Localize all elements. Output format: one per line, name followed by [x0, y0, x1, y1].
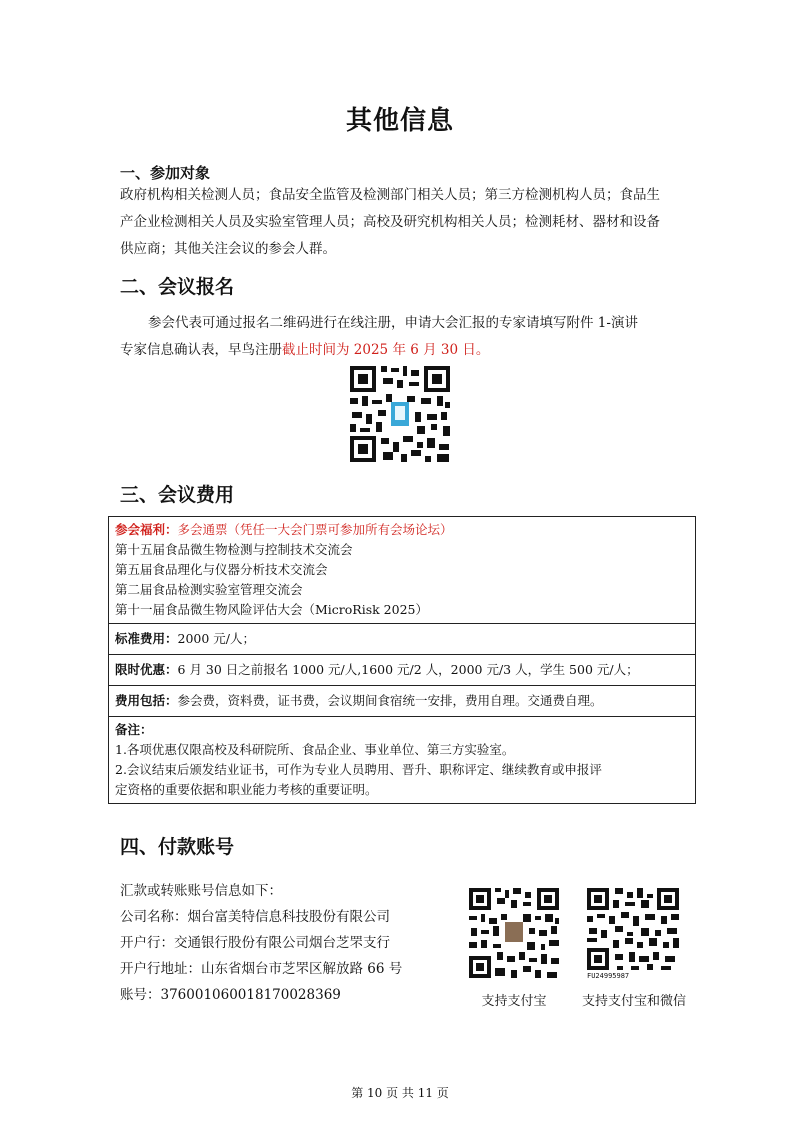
note-item: 2.会议结束后颁发结业证书，可作为专业人员聘用、晋升、职称评定、继续教育或申报评 [115, 762, 602, 777]
includes-value: 参会费，资料费，证书费，会议期间食宿统一安排，费用自理。交通费自理。 [177, 693, 603, 708]
notes-label: 备注： [115, 722, 153, 737]
notes-cell [109, 717, 696, 804]
discount-label: 限时优惠： [115, 662, 178, 677]
registration-text [120, 310, 700, 364]
payment-line: 开户行地址：山东省烟台市芝罘区解放路 66 号 [120, 961, 403, 977]
account-number: 账号：376001060018170028369 [120, 987, 341, 1003]
note-item: 1.各项优惠仅限高校及科研院所、食品企业、事业单位、第三方实验室。 [115, 742, 515, 757]
table-row [109, 624, 696, 655]
participants-line: 供应商；其他关注会议的参会人群。 [120, 241, 336, 257]
alipay-qr-caption: 支持支付宝 [481, 994, 547, 1009]
benefit-label: 参会福利： [115, 522, 178, 537]
standard-fee-value: 2000 元/人； [177, 631, 256, 646]
payment-line: 汇款或转账账号信息如下： [120, 883, 282, 899]
alipay-wechat-qr-code[interactable] [585, 886, 681, 980]
registration-line-2 [120, 337, 700, 364]
section-heading-fees: 三、会议费用 [120, 484, 235, 506]
registration-line: 参会代表可通过报名二维码进行在线注册，申请大会汇报的专家请填写附件 1-演讲 [148, 315, 638, 331]
payment-info [120, 878, 460, 1008]
payment-line: 公司名称：烟台富美特信息科技股份有限公司 [120, 909, 390, 925]
registration-qr-code[interactable] [345, 362, 455, 466]
forum-item: 第十五届食品微生物检测与控制技术交流会 [115, 542, 353, 557]
discount-value: 6 月 30 日之前报名 1000 元/人,1600 元/2 人，2000 元/3 人，学生 500 元/人； [177, 662, 639, 677]
page-number-footer: 第 10 页 共 11 页 [351, 1086, 449, 1100]
table-row [109, 517, 696, 624]
payment-line: 开户行：交通银行股份有限公司烟台芝罘支行 [120, 935, 390, 951]
page-title: 其他信息 [345, 106, 454, 136]
includes-cell [109, 686, 696, 717]
section-heading-payment: 四、付款账号 [120, 836, 235, 858]
early-bird-deadline: 截止时间为 2025 年 6 月 30 日。 [282, 342, 490, 358]
section-heading-registration: 二、会议报名 [120, 276, 235, 298]
table-row [109, 655, 696, 686]
registration-line-prefix: 专家信息确认表，早鸟注册 [120, 342, 282, 358]
forum-item: 第十一届食品微生物风险评估大会（MicroRisk 2025） [115, 602, 428, 617]
forum-item: 第五届食品理化与仪器分析技术交流会 [115, 562, 328, 577]
includes-label: 费用包括： [115, 693, 178, 708]
qr-code-id: FU24995987 [587, 972, 630, 980]
alipay-qr-code[interactable] [467, 886, 561, 980]
benefit-cell [109, 517, 696, 624]
participants-line: 政府机构相关检测人员；食品安全监管及检测部门相关人员；第三方检测机构人员；食品生 [120, 187, 660, 203]
table-row [109, 717, 696, 804]
table-row [109, 686, 696, 717]
discount-cell [109, 655, 696, 686]
section-heading-participants: 一、参加对象 [120, 164, 211, 182]
benefit-line [115, 520, 689, 540]
standard-fee-label: 标准费用： [115, 631, 178, 646]
standard-fee-cell [109, 624, 696, 655]
participants-line: 产企业检测相关人员及实验室管理人员；高校及研究机构相关人员；检测耗材、器材和设备 [120, 214, 660, 230]
note-item: 定资格的重要依据和职业能力考核的重要证明。 [115, 782, 378, 797]
alipay-wechat-qr-caption: 支持支付宝和微信 [581, 994, 686, 1009]
participants-text [120, 182, 700, 263]
forum-item: 第二届食品检测实验室管理交流会 [115, 582, 303, 597]
fee-table [108, 516, 696, 804]
benefit-text: 多会通票（凭任一大会门票可参加所有会场论坛） [177, 522, 453, 537]
